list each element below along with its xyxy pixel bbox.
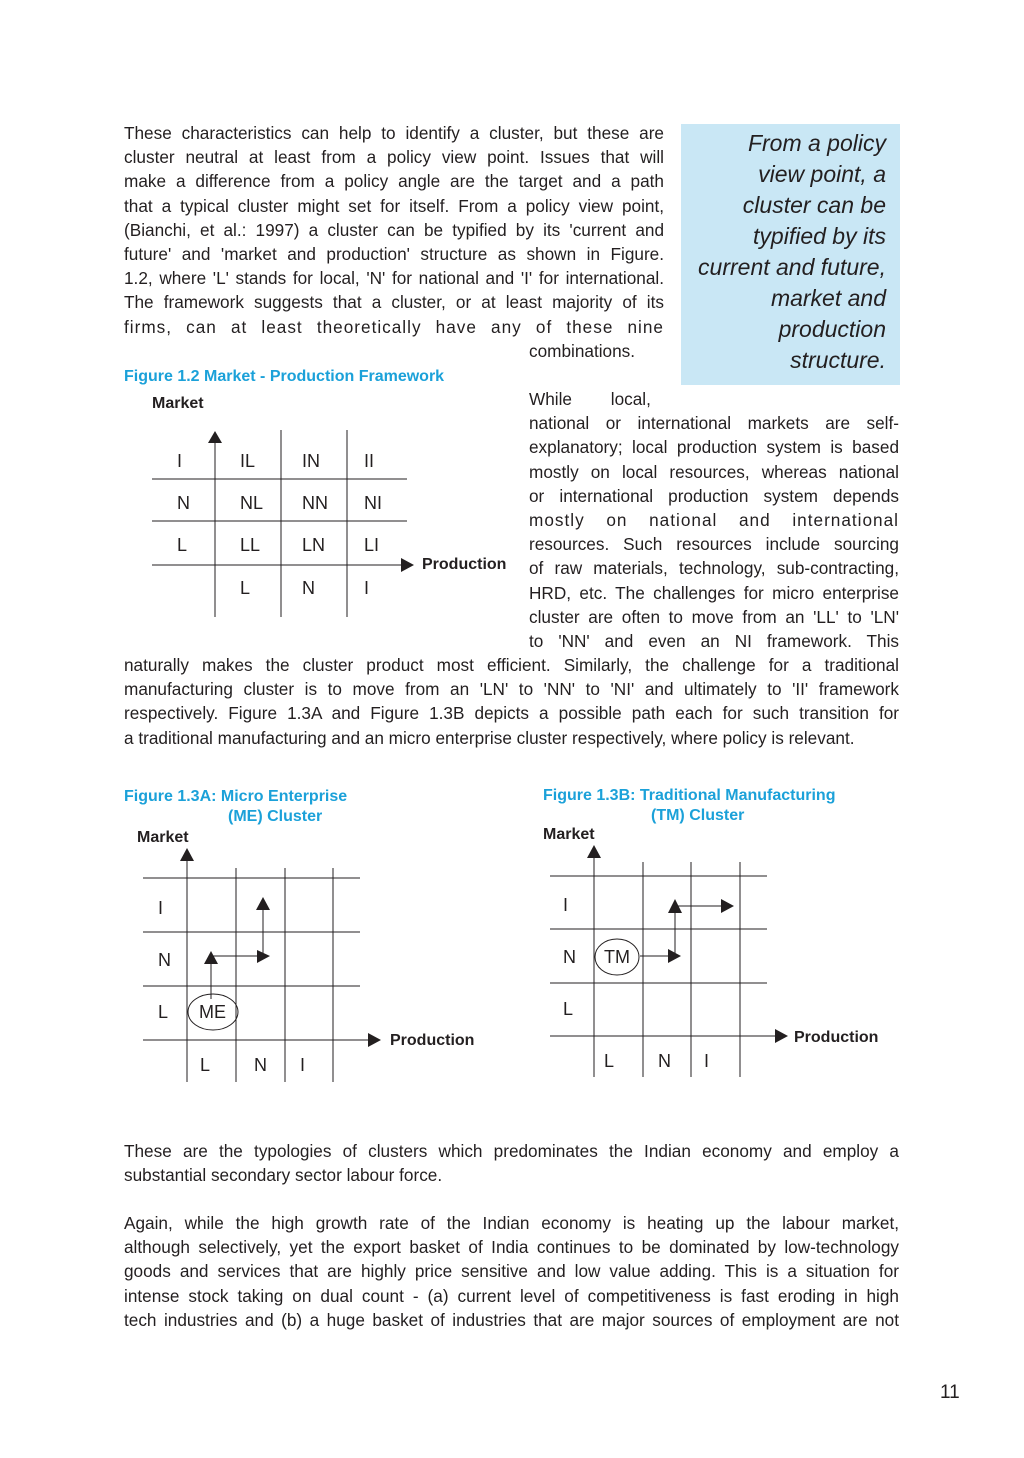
text-line: although selectively, yet the export basket of India continues to be dominated by low-technology	[124, 1237, 899, 1258]
intro-last-line: combinations.	[529, 341, 636, 361]
grid-cell: NI	[364, 493, 382, 513]
figure-caption: Figure 1.3B: Traditional Manufacturing	[543, 787, 836, 804]
pull-quote-line: view point, a	[758, 161, 886, 187]
column-label: L	[200, 1055, 211, 1075]
row-label: L	[563, 999, 574, 1019]
text-line: cluster neutral at least from a policy view point. Issues that will	[124, 147, 664, 168]
grid-cell: NL	[240, 493, 264, 513]
text-line: make a difference from a policy angle are the target and a path	[124, 171, 664, 192]
figure-caption-line-2: (ME) Cluster	[228, 808, 323, 825]
row-label: I	[563, 895, 569, 915]
pull-quote-line: current and future,	[698, 254, 886, 280]
grid-cell: II	[364, 451, 375, 471]
grid-cell: LL	[240, 535, 261, 555]
row-label: N	[177, 493, 190, 513]
pull-quote-line: structure.	[790, 347, 886, 373]
column-label: N	[254, 1055, 267, 1075]
y-axis-label: Market	[543, 826, 595, 843]
text-line: The framework suggests that a cluster, or at least majority of its	[124, 292, 664, 313]
grid-cell: IN	[302, 451, 320, 471]
text-line: intense stock taking on dual count - (a) current level of competitiveness is fast eroding in high	[124, 1285, 899, 1306]
text-line: firms, can at least theoretically have any of these nine	[124, 316, 664, 337]
figure-caption-line-2: (TM) Cluster	[651, 807, 745, 824]
grid-cell: LN	[302, 535, 326, 555]
x-axis-label: Production	[422, 556, 507, 573]
text-line: respectively. Figure 1.3A and Figure 1.3B depicts a possible path each for such transition for	[124, 703, 899, 724]
text-line: resources. Such resources include sourcing	[529, 534, 899, 555]
cluster-bubble-label: TM	[604, 947, 630, 967]
row-label: L	[158, 1002, 169, 1022]
column-label: I	[364, 578, 370, 598]
text-line: substantial secondary sector labour force.	[124, 1165, 443, 1186]
pull-quote-line: production	[778, 316, 886, 342]
column-label: N	[658, 1051, 671, 1071]
text-line: These are the typologies of clusters which predominates the Indian economy and employ a	[124, 1141, 899, 1161]
text-line: future' and 'market and production' structure as shown in Figure.	[124, 244, 664, 265]
text-line: HRD, etc. The challenges for micro enterprise	[529, 582, 899, 603]
pull-quote-line: From a policy	[747, 130, 886, 156]
paragraph-growth	[124, 1211, 899, 1332]
text-line: of raw materials, technology, sub-contracting,	[529, 558, 899, 579]
figure-caption: Figure 1.3A: Micro Enterprise	[124, 788, 348, 805]
figure-caption: Figure 1.2 Market - Production Framework	[124, 368, 445, 385]
text-line: 1.2, where 'L' stands for local, 'N' for national and 'I' for international.	[124, 268, 664, 289]
column-label: L	[604, 1051, 615, 1071]
grid-cell: IL	[240, 451, 256, 471]
text-line: national or international markets are self-	[529, 413, 899, 434]
row-label: N	[563, 947, 576, 967]
pull-quote-line: market and	[770, 285, 886, 311]
row-label: I	[158, 898, 164, 918]
y-axis-label: Market	[137, 829, 189, 846]
text-line: a traditional manufacturing and an micro enterprise cluster respectively, where policy is relevant.	[124, 727, 855, 748]
column-label: L	[240, 578, 251, 598]
cluster-bubble-label: ME	[199, 1002, 226, 1022]
text-line: tech industries and (b) a huge basket of industries that are major sources of employment are not	[124, 1309, 899, 1330]
grid-cell: LI	[364, 535, 380, 555]
text-line: naturally makes the cluster product most efficient. Similarly, the challenge for a traditional	[124, 655, 899, 675]
text-line: to 'NN' and even an NI framework. This	[529, 631, 899, 652]
column-label: I	[300, 1055, 306, 1075]
page-number: 11	[940, 1382, 960, 1403]
row-label: L	[177, 535, 188, 555]
column-label: N	[302, 578, 315, 598]
y-axis-label: Market	[152, 395, 204, 412]
grid-cell: NN	[302, 493, 328, 513]
column-label: I	[704, 1051, 710, 1071]
text-line: While local,	[529, 389, 651, 409]
paragraph-typologies	[124, 1139, 899, 1187]
row-label: I	[177, 451, 183, 471]
pull-quote-line: cluster can be	[742, 192, 886, 218]
text-line: or international production system depends	[529, 485, 899, 506]
text-line: goods and services that are highly price sensitive and low value adding. This is a situation for	[124, 1261, 899, 1282]
text-line: Again, while the high growth rate of the Indian economy is heating up the labour market,	[124, 1213, 899, 1233]
text-line: mostly on national and international	[529, 510, 899, 531]
text-line: explanatory; local production system is based	[529, 437, 899, 458]
text-line: These characteristics can help to identify a cluster, but these are	[124, 123, 664, 143]
text-line: that a typical cluster might set for itself. From a policy view point,	[124, 195, 664, 216]
row-label: N	[158, 950, 171, 970]
x-axis-label: Production	[794, 1029, 879, 1046]
text-line: (Bianchi, et al.: 1997) a cluster can be typified by its 'current and	[124, 219, 664, 240]
x-axis-label: Production	[390, 1032, 475, 1049]
pull-quote-line: typified by its	[753, 223, 886, 249]
text-line: mostly on local resources, whereas national	[529, 461, 899, 482]
text-line: manufacturing cluster is to move from an 'LN' to 'NN' to 'NI' and ultimately to 'II' framework	[124, 679, 899, 700]
text-line: cluster are often to move from an 'LL' to 'LN'	[529, 606, 899, 627]
